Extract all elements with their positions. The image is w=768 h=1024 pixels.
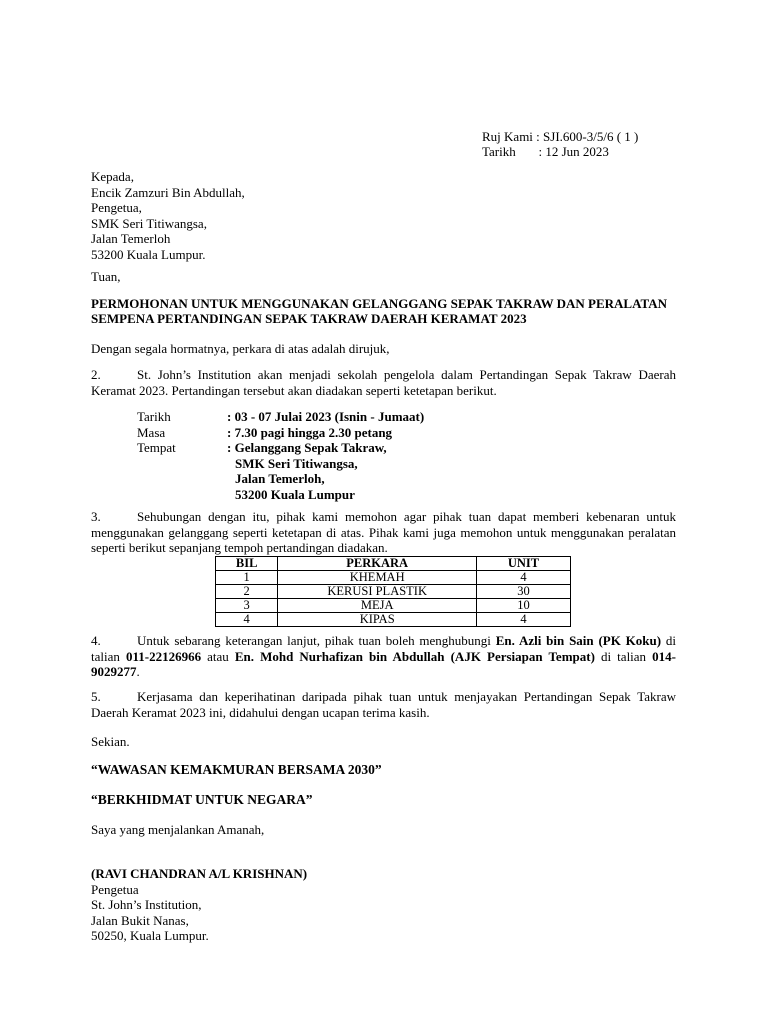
contact-name: En. Azli bin Sain (PK Koku) <box>495 633 662 648</box>
table-row <box>216 585 571 599</box>
ref-label: Ruj Kami <box>482 129 533 144</box>
paragraph-text: Sehubungan dengan itu, pihak kami memohon agar pihak tuan dapat memberi kebenaran untuk menggunakan gelanggang seperti ketetapan di atas. Pihak kami juga memohon untuk menggunakan peralatan seperti berikut sepanjang tempoh pertandingan diadakan. <box>91 509 676 555</box>
paragraph-number: 4. <box>91 633 101 648</box>
detail-value: Jalan Temerloh, <box>235 471 325 486</box>
recipient-line: SMK Seri Titiwangsa, <box>91 215 207 231</box>
paragraph-text: Kerjasama dan keperihatinan daripada pihak tuan untuk menjayakan Pertandingan Sepak Takraw Daerah Keramat 2023 ini, didahului dengan ucapan terima kasih. <box>91 689 676 720</box>
paragraph-text: di talian <box>91 633 676 664</box>
paragraph-text: atau <box>201 648 235 664</box>
paragraph-text: St. John’s Institution akan menjadi sekolah pengelola dalam Pertandingan Sepak Takraw Daerah Keramat 2023. Pertandingan tersebut akan diadakan seperti ketetapan berikut. <box>91 367 676 398</box>
table-cell: 4 <box>477 571 571 585</box>
paragraph-number: 2. <box>91 367 101 382</box>
table-cell: 30 <box>477 585 571 599</box>
recipient-line: Kepada, <box>91 169 134 184</box>
detail-value: : 03 - 07 Julai 2023 (Isnin - Jumaat) <box>227 409 425 424</box>
date-value: 12 Jun 2023 <box>545 144 609 159</box>
table-row <box>216 599 571 613</box>
motto-line: “WAWASAN KEMAKMURAN BERSAMA 2030” <box>91 762 382 777</box>
paragraph-text: Untuk sebarang keterangan lanjut, pihak tuan boleh menghubungi <box>137 633 496 648</box>
detail-value: 53200 Kuala Lumpur <box>235 486 355 502</box>
table-cell: MEJA <box>278 599 477 613</box>
table-cell: 2 <box>216 585 278 599</box>
detail-label: Masa <box>137 424 166 440</box>
table-cell: 4 <box>477 613 571 627</box>
table-cell: KHEMAH <box>278 571 477 585</box>
motto-line: “BERKHIDMAT UNTUK NEGARA” <box>91 792 313 807</box>
closing-text: Sekian. <box>91 734 130 749</box>
paragraph-3 <box>91 509 676 556</box>
table-cell: 10 <box>477 599 571 613</box>
detail-value: : Gelanggang Sepak Takraw, <box>227 440 387 455</box>
event-details <box>137 409 424 502</box>
table-cell: KIPAS <box>278 613 477 627</box>
table-cell: KERUSI PLASTIK <box>278 585 477 599</box>
detail-value: SMK Seri Titiwangsa, <box>235 455 358 471</box>
contact-name: En. Mohd Nurhafizan bin Abdullah (AJK Persiapan Tempat) <box>234 648 595 664</box>
table-cell: 3 <box>216 599 278 613</box>
recipient-address <box>91 169 245 262</box>
signatory-address: Jalan Bukit Nanas, <box>91 912 189 928</box>
intro-text: Dengan segala hormatnya, perkara di atas adalah dirujuk, <box>91 341 390 356</box>
signatory-title: Pengetua <box>91 881 139 897</box>
paragraph-text: . <box>136 664 140 679</box>
recipient-line: Jalan Temerloh <box>91 231 171 246</box>
ref-value: SJI.600-3/5/6 ( 1 ) <box>543 129 639 144</box>
contact-phone: 011-22126966 <box>125 648 202 664</box>
detail-value: : 7.30 pagi hingga 2.30 petang <box>227 424 393 440</box>
equipment-table <box>215 556 571 627</box>
table-header-row <box>216 557 571 571</box>
signatory-address: St. John’s Institution, <box>91 897 202 912</box>
subject-line: SEMPENA PERTANDINGAN SEPAK TAKRAW DAERAH KERAMAT 2023 <box>91 311 527 326</box>
reference-block: Ruj Kami : SJI.600-3/5/6 ( 1 ) Tarikh : 12 Jun 2023 <box>482 129 639 159</box>
paragraph-text: di talian <box>594 648 653 664</box>
date-label: Tarikh <box>482 144 516 159</box>
paragraph-number: 3. <box>91 509 101 524</box>
contact-phone: 014-9029277 <box>91 648 676 679</box>
signatory-name: (RAVI CHANDRAN A/L KRISHNAN) <box>91 866 308 881</box>
recipient-line: 53200 Kuala Lumpur. <box>91 246 206 262</box>
salutation: Tuan, <box>91 269 121 284</box>
column-header: UNIT <box>477 557 571 571</box>
detail-label: Tarikh <box>137 409 171 424</box>
column-header: BIL <box>216 557 278 571</box>
paragraph-2 <box>91 367 676 398</box>
subject-line: PERMOHONAN UNTUK MENGGUNAKAN GELANGGANG SEPAK TAKRAW DAN PERALATAN <box>91 296 667 311</box>
signatory-address: 50250, Kuala Lumpur. <box>91 928 209 943</box>
table-cell: 4 <box>216 613 278 627</box>
paragraph-number: 5. <box>91 689 101 704</box>
letter-subject <box>91 296 677 326</box>
table-row <box>216 613 571 627</box>
table-cell: 1 <box>216 571 278 585</box>
table-row <box>216 571 571 585</box>
recipient-name: Encik Zamzuri Bin Abdullah, <box>91 184 245 200</box>
paragraph-4 <box>91 633 676 680</box>
detail-label: Tempat <box>137 440 176 455</box>
closing-phrase: Saya yang menjalankan Amanah, <box>91 822 265 837</box>
signature-block <box>91 866 307 944</box>
column-header: PERKARA <box>278 557 477 571</box>
recipient-line: Pengetua, <box>91 200 142 215</box>
paragraph-5 <box>91 689 676 720</box>
